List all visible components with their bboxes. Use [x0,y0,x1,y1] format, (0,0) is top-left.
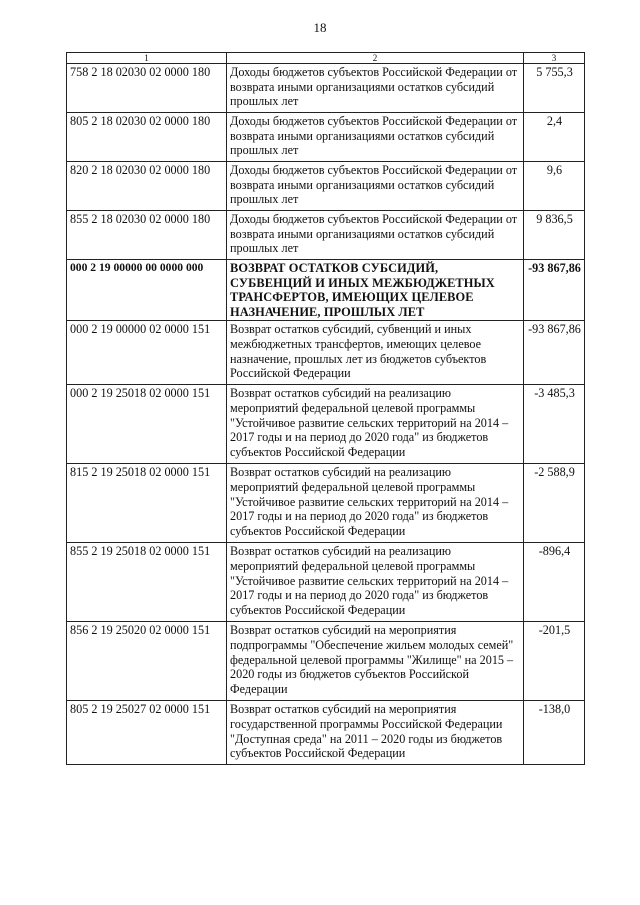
income-name-cell: Возврат остатков субсидий на реализацию мероприятий федеральной целевой программы "Устойчивое развитие сельских территорий на 2014 – 2017 годы и на период до 2020 года" из бюджетов субъектов Российской Федерации [227,543,524,622]
income-name-cell: Возврат остатков субсидий на реализацию мероприятий федеральной целевой программы "Устойчивое развитие сельских территорий на 2014 – 2017 годы и на период до 2020 года" из бюджетов субъектов Российской Федерации [227,385,524,464]
budget-code-cell: 815 2 19 25018 02 0000 151 [67,464,227,543]
table-row [67,211,585,260]
amount-cell: -201,5 [524,622,585,701]
income-name-cell: Возврат остатков субсидий на мероприятия подпрограммы "Обеспечение жильем молодых семей" федеральной целевой программы "Жилище" на 2015 – 2020 годы из бюджетов субъектов Российской Федерации [227,622,524,701]
budget-code-cell: 000 2 19 25018 02 0000 151 [67,385,227,464]
amount-cell: -896,4 [524,543,585,622]
budget-table [66,52,585,765]
amount-cell: 2,4 [524,113,585,162]
budget-code-cell: 000 2 19 00000 02 0000 151 [67,321,227,385]
income-name-cell: Возврат остатков субсидий на мероприятия государственной программы Российской Федерации "Доступная среда" на 2011 – 2020 годы из бюджетов субъектов Российской Федерации [227,701,524,765]
income-name-cell: Доходы бюджетов субъектов Российской Федерации от возврата иными организациями остатков субсидий прошлых лет [227,64,524,113]
table-row [67,260,585,321]
income-name-cell: Доходы бюджетов субъектов Российской Федерации от возврата иными организациями остатков субсидий прошлых лет [227,113,524,162]
amount-cell: -93 867,86 [524,260,585,321]
amount-cell: -2 588,9 [524,464,585,543]
table-header-row [67,53,585,64]
amount-cell: 9,6 [524,162,585,211]
income-name-cell: ВОЗВРАТ ОСТАТКОВ СУБСИДИЙ, СУБВЕНЦИЙ И ИНЫХ МЕЖБЮДЖЕТНЫХ ТРАНСФЕРТОВ, ИМЕЮЩИХ ЦЕЛЕВОЕ НАЗНАЧЕНИЕ, ПРОШЛЫХ ЛЕТ [227,260,524,321]
budget-code-cell: 856 2 19 25020 02 0000 151 [67,622,227,701]
amount-cell: 5 755,3 [524,64,585,113]
budget-code-cell: 820 2 18 02030 02 0000 180 [67,162,227,211]
table-row [67,464,585,543]
amount-cell: 9 836,5 [524,211,585,260]
amount-cell: -93 867,86 [524,321,585,385]
table-row [67,113,585,162]
budget-code-cell: 805 2 18 02030 02 0000 180 [67,113,227,162]
table-row [67,385,585,464]
income-name-cell: Возврат остатков субсидий на реализацию мероприятий федеральной целевой программы "Устойчивое развитие сельских территорий на 2014 – 2017 годы и на период до 2020 года" из бюджетов субъектов Российской Федерации [227,464,524,543]
table-row [67,64,585,113]
column-header-name: 2 [227,53,524,64]
income-name-cell: Возврат остатков субсидий, субвенций и иных межбюджетных трансфертов, имеющих целевое назначение, прошлых лет из бюджетов субъектов Российской Федерации [227,321,524,385]
income-name-cell: Доходы бюджетов субъектов Российской Федерации от возврата иными организациями остатков субсидий прошлых лет [227,162,524,211]
income-name-cell: Доходы бюджетов субъектов Российской Федерации от возврата иными организациями остатков субсидий прошлых лет [227,211,524,260]
table-row [67,321,585,385]
budget-code-cell: 855 2 18 02030 02 0000 180 [67,211,227,260]
budget-code-cell: 855 2 19 25018 02 0000 151 [67,543,227,622]
table-row [67,162,585,211]
page-number: 18 [313,20,327,35]
budget-code-cell: 758 2 18 02030 02 0000 180 [67,64,227,113]
column-header-code: 1 [67,53,227,64]
amount-cell: -3 485,3 [524,385,585,464]
budget-code-cell: 000 2 19 00000 00 0000 000 [67,260,227,321]
table-row [67,622,585,701]
budget-code-cell: 805 2 19 25027 02 0000 151 [67,701,227,765]
table-row [67,701,585,765]
table-body [67,64,585,765]
table-row [67,543,585,622]
amount-cell: -138,0 [524,701,585,765]
column-header-amount: 3 [524,53,585,64]
